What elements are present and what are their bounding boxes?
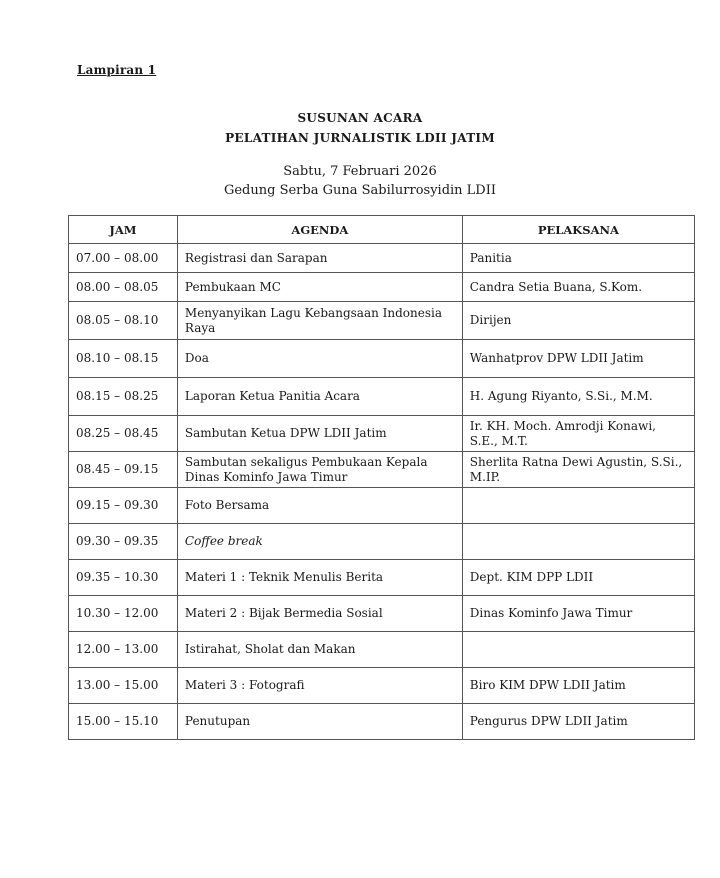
cell-jam: 09.15 – 09.30 [69, 488, 178, 524]
document-subtitle: PELATIHAN JURNALISTIK LDII JATIM [225, 131, 495, 145]
cell-agenda: Materi 1 : Teknik Menulis Berita [177, 560, 462, 596]
cell-pelaksana: Dept. KIM DPP LDII [462, 560, 694, 596]
table-row [69, 704, 695, 740]
cell-pelaksana: Pengurus DPW LDII Jatim [462, 704, 694, 740]
attachment-label: Lampiran 1 [77, 63, 157, 77]
cell-agenda: Coffee break [177, 524, 462, 560]
cell-jam: 08.05 – 08.10 [69, 302, 178, 340]
table-row [69, 340, 695, 378]
cell-pelaksana: Sherlita Ratna Dewi Agustin, S.Si., M.IP. [462, 452, 694, 488]
cell-agenda: Laporan Ketua Panitia Acara [177, 378, 462, 416]
header-agenda: AGENDA [177, 216, 462, 244]
table-row [69, 524, 695, 560]
cell-jam: 10.30 – 12.00 [69, 596, 178, 632]
cell-agenda: Foto Bersama [177, 488, 462, 524]
table-row [69, 488, 695, 524]
cell-jam: 12.00 – 13.00 [69, 632, 178, 668]
cell-jam: 09.35 – 10.30 [69, 560, 178, 596]
cell-jam: 08.25 – 08.45 [69, 416, 178, 452]
cell-pelaksana [462, 524, 694, 560]
cell-pelaksana [462, 488, 694, 524]
cell-pelaksana: Panitia [462, 244, 694, 273]
header-pelaksana: PELAKSANA [462, 216, 694, 244]
event-date: Sabtu, 7 Februari 2026 [283, 164, 437, 179]
cell-agenda: Pembukaan MC [177, 273, 462, 302]
cell-agenda: Menyanyikan Lagu Kebangsaan Indonesia Raya [177, 302, 462, 340]
table-row [69, 668, 695, 704]
event-venue: Gedung Serba Guna Sabilurrosyidin LDII [223, 183, 497, 198]
table-row [69, 273, 695, 302]
cell-pelaksana: Biro KIM DPW LDII Jatim [462, 668, 694, 704]
cell-jam: 08.00 – 08.05 [69, 273, 178, 302]
header-jam: JAM [69, 216, 178, 244]
cell-pelaksana: Wanhatprov DPW LDII Jatim [462, 340, 694, 378]
table-row [69, 560, 695, 596]
table-header-row [69, 216, 695, 244]
cell-pelaksana: Dinas Kominfo Jawa Timur [462, 596, 694, 632]
cell-agenda: Registrasi dan Sarapan [177, 244, 462, 273]
cell-jam: 15.00 – 15.10 [69, 704, 178, 740]
cell-pelaksana: Candra Setia Buana, S.Kom. [462, 273, 694, 302]
cell-agenda: Materi 3 : Fotografi [177, 668, 462, 704]
cell-agenda: Materi 2 : Bijak Bermedia Sosial [177, 596, 462, 632]
cell-agenda: Sambutan Ketua DPW LDII Jatim [177, 416, 462, 452]
cell-jam: 08.15 – 08.25 [69, 378, 178, 416]
table-row [69, 378, 695, 416]
table-row [69, 244, 695, 273]
table-row [69, 632, 695, 668]
cell-pelaksana: H. Agung Riyanto, S.Si., M.M. [462, 378, 694, 416]
document-title: SUSUNAN ACARA [297, 111, 423, 125]
cell-jam: 07.00 – 08.00 [69, 244, 178, 273]
cell-jam: 08.45 – 09.15 [69, 452, 178, 488]
table-row [69, 452, 695, 488]
schedule-table [68, 215, 695, 740]
cell-jam: 09.30 – 09.35 [69, 524, 178, 560]
cell-pelaksana [462, 632, 694, 668]
cell-jam: 08.10 – 08.15 [69, 340, 178, 378]
table-row [69, 596, 695, 632]
cell-agenda: Sambutan sekaligus Pembukaan Kepala Dinas Kominfo Jawa Timur [177, 452, 462, 488]
table-row [69, 416, 695, 452]
cell-agenda: Penutupan [177, 704, 462, 740]
cell-agenda: Doa [177, 340, 462, 378]
cell-jam: 13.00 – 15.00 [69, 668, 178, 704]
cell-agenda: Istirahat, Sholat dan Makan [177, 632, 462, 668]
cell-pelaksana: Ir. KH. Moch. Amrodji Konawi, S.E., M.T. [462, 416, 694, 452]
cell-pelaksana: Dirijen [462, 302, 694, 340]
table-row [69, 302, 695, 340]
